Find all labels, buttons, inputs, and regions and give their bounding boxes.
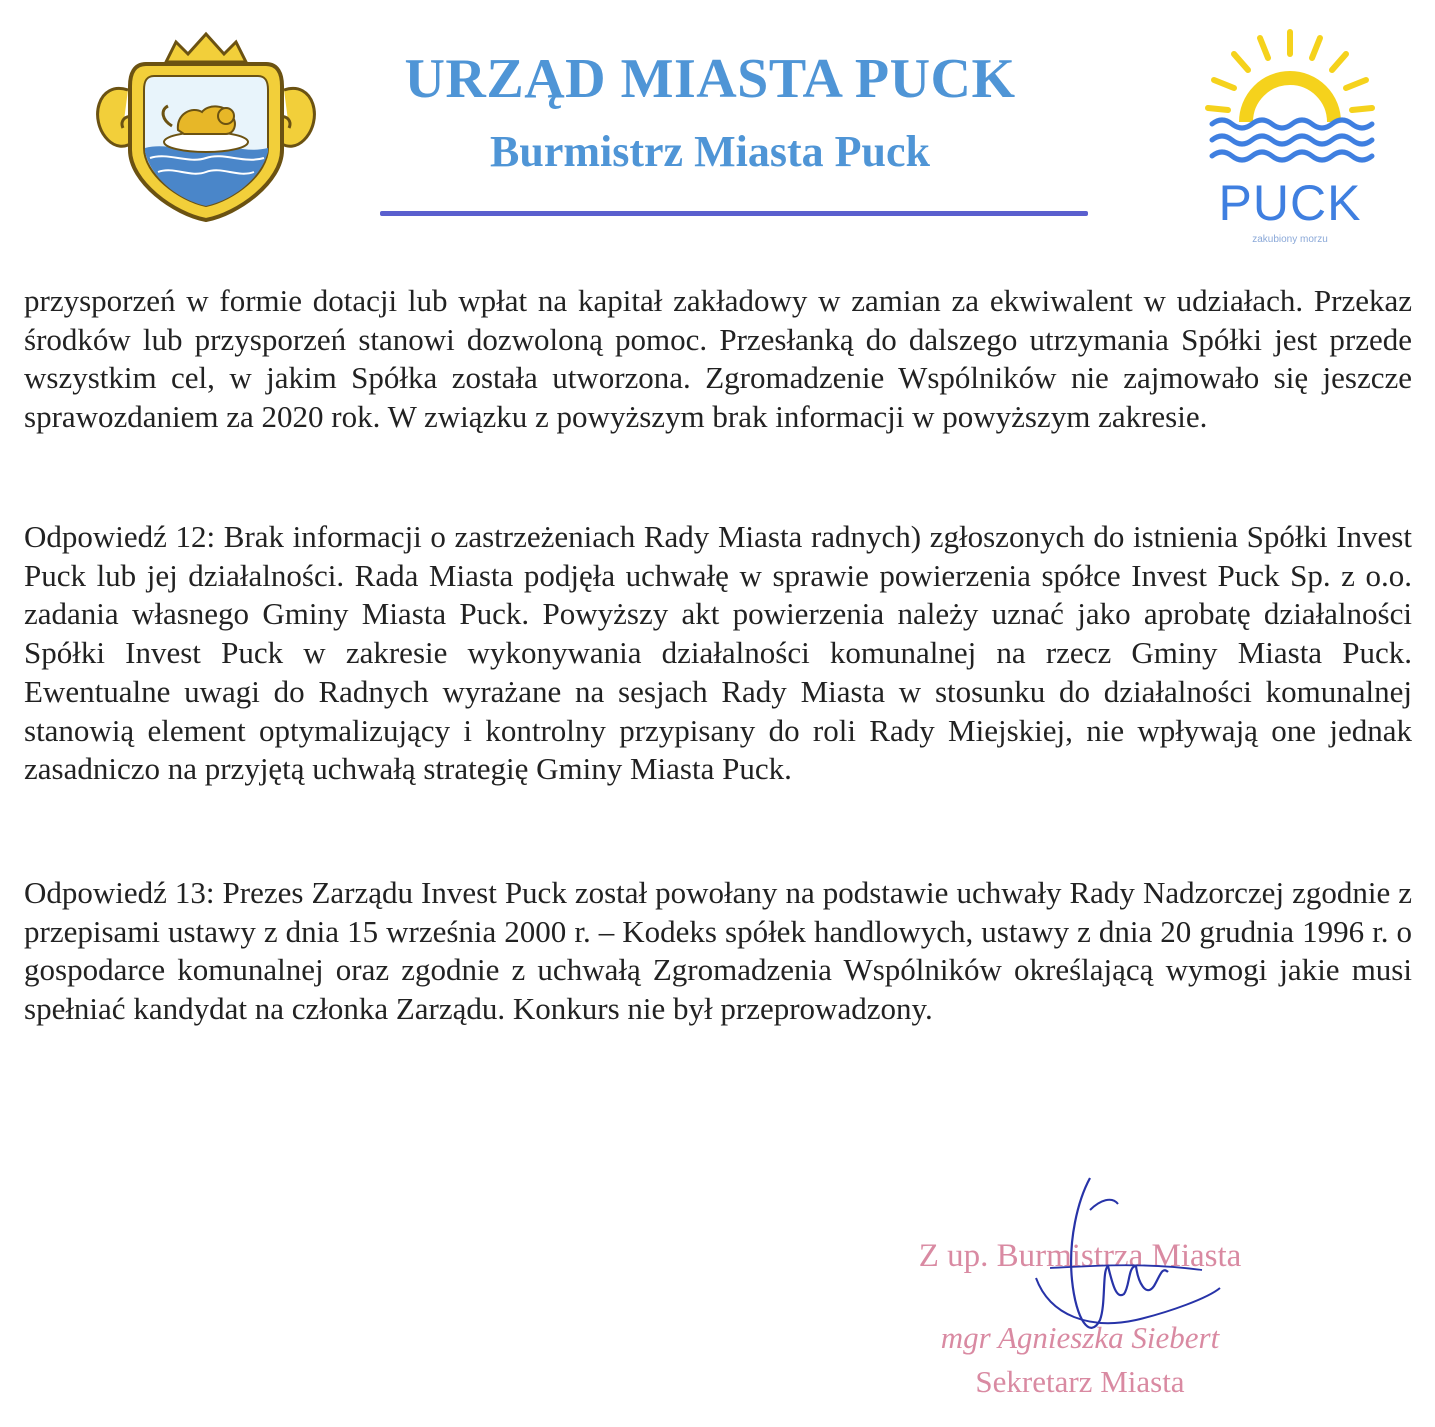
logo-text: PUCK [1218,175,1362,231]
signature-authorization: Z up. Burmistrza Miasta [918,1238,1242,1274]
puck-logo [1202,26,1378,252]
signature-name: mgr Agnieszka Siebert [940,1320,1220,1355]
sun-over-waves-icon [1208,32,1372,160]
page-subtitle: Burmistrz Miasta Puck [490,127,930,176]
signature-stamp [880,1170,1280,1410]
paragraph-2: Odpowiedź 12: Brak informacji o zastrzeżeniach Rady Miasta radnych) zgłoszonych do istnienia Spółki Invest Puck lub jej działalności. Rada Miasta podjęła uchwałę w sprawie powierzenia spółce Invest Puck Sp. z o.o. zadania własnego Gminy Miasta Puck. Powyższy akt powierzenia należy uznać jako aprobatę działalności Spółki Invest Puck w zakresie wykonywania działalności komunalnej na rzecz Gminy Miasta Puck. Ewentualne uwagi do Radnych wyrażane na sesjach Rady Miasta w stosunku do działalności komunalnej stanowią element optymalizujący i kontrolny przypisany do roli Rady Miejskiej, nie wpływają one jednak zasadniczo na przyjętą uchwałą strategię Gminy Miasta Puck. [24,519,1412,787]
paragraph-1: przysporzeń w formie dotacji lub wpłat na kapitał zakładowy w zamian za ekwiwalent w udziałach. Przekaz środków lub przysporzeń stanowi dozwoloną pomoc. Przesłanką do dalszego utrzymania Spółki jest przede wszystkim cel, w jakim Spółka została utworzona. Zgromadzenie Wspólników nie zajmowało się jeszcze sprawozdaniem za 2020 rok. W związku z powyższym brak informacji w powyższym zakresie. [24,283,1412,435]
paragraph-3: Odpowiedź 13: Prezes Zarządu Invest Puck został powołany na podstawie uchwały Rady Nadzorczej zgodnie z przepisami ustawy z dnia 15 września 2000 r. – Kodeks spółek handlowych, ustawy z dnia 20 grudnia 1996 r. o gospodarce komunalnej oraz zgodnie z uchwałą Zgromadzenia Wspólników określającą wymogi jakie musi spełniać kandydat na członka Zarządu. Konkurs nie był przeprowadzony. [24,875,1412,1027]
logo-tagline: zakubiony morzu [1252,234,1328,245]
handwritten-signature-icon [940,1170,1250,1370]
signature-title: Sekretarz Miasta [975,1364,1185,1399]
city-coat-of-arms-icon [88,30,324,222]
page-title: URZĄD MIASTA PUCK [404,48,1016,110]
header-divider [380,211,1088,216]
